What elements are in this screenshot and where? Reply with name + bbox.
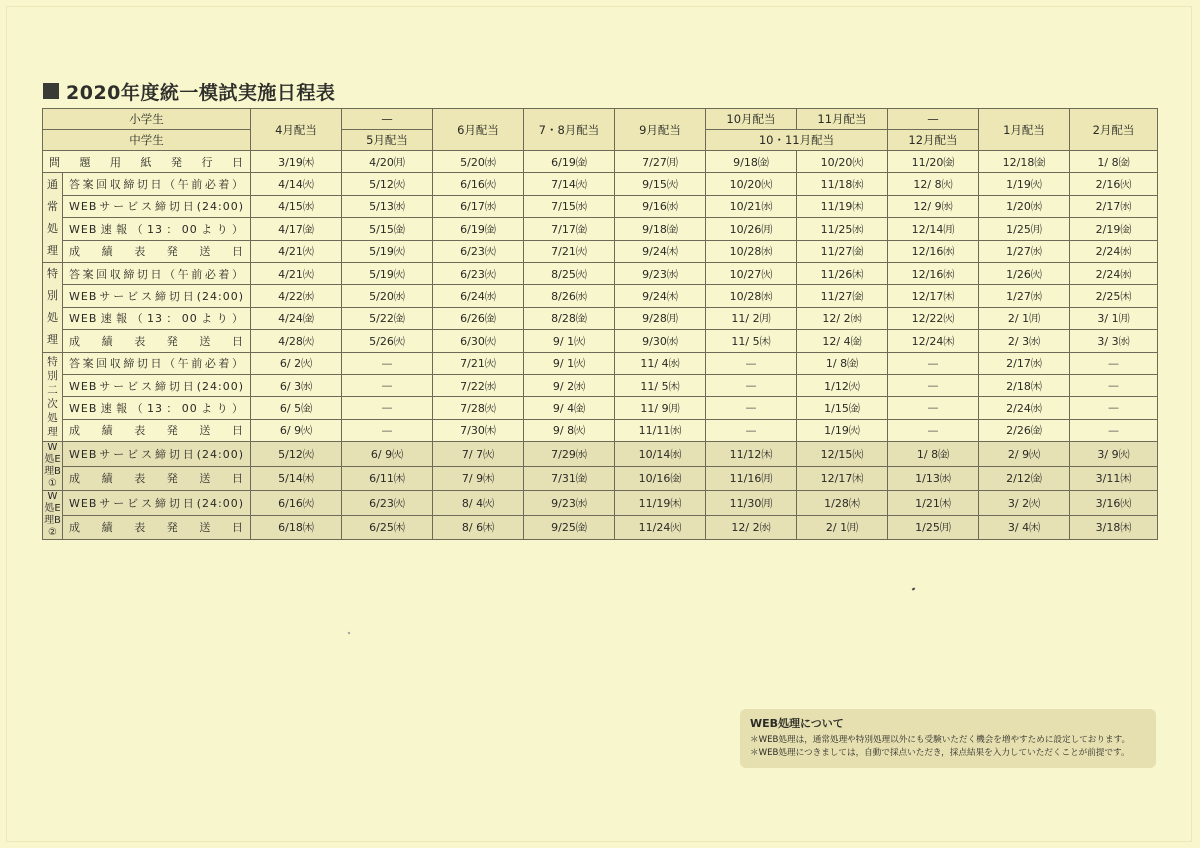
- date-cell: 12/ 4㈮: [797, 330, 888, 352]
- row-label: WEB速報（13：00より）: [63, 307, 251, 329]
- date-cell: 1/27㈬: [979, 285, 1070, 307]
- date-cell: 11/27㈮: [797, 285, 888, 307]
- date-cell: 4/20㈪: [342, 151, 433, 173]
- date-cell: 2/18㈭: [979, 374, 1070, 396]
- table-row: [43, 195, 1158, 217]
- table-row: [43, 419, 1158, 441]
- date-cell: 5/20㈬: [342, 285, 433, 307]
- group-label-normal: [43, 173, 63, 263]
- date-cell: —: [342, 397, 433, 419]
- date-cell: 2/ 1㈪: [797, 515, 888, 540]
- date-cell: 7/22㈬: [433, 374, 524, 396]
- header-oct: 10月配当: [706, 109, 797, 130]
- table-row: [43, 262, 1158, 284]
- date-cell: 2/17㈬: [979, 352, 1070, 374]
- row-label: 成績表発送日: [63, 240, 251, 262]
- table-row: [43, 285, 1158, 307]
- table-row: [43, 151, 1158, 173]
- date-cell: 1/19㈫: [797, 419, 888, 441]
- table-row: [43, 374, 1158, 396]
- date-cell: 2/26㈮: [979, 419, 1070, 441]
- group-char: 通: [47, 177, 58, 191]
- date-cell: 12/17㈭: [797, 466, 888, 491]
- date-cell: 3/18㈭: [1070, 515, 1158, 540]
- row-label: WEBサービス締切日(24:00): [63, 374, 251, 396]
- table-row: [43, 352, 1158, 374]
- header-feb: 2月配当: [1070, 109, 1158, 151]
- table-row: [43, 307, 1158, 329]
- table-row: [43, 173, 1158, 195]
- date-cell: 12/ 8㈫: [888, 173, 979, 195]
- header-jul-aug: 7・8月配当: [524, 109, 615, 151]
- date-cell: 6/26㈮: [433, 307, 524, 329]
- date-cell: 11/16㈪: [706, 466, 797, 491]
- group-char: 別: [47, 289, 58, 303]
- date-cell: 6/18㈭: [251, 515, 342, 540]
- date-cell: 6/ 9㈫: [342, 442, 433, 467]
- group-char: 常: [47, 199, 58, 213]
- date-cell: 11/27㈮: [797, 240, 888, 262]
- page-title: 2020年度統一模試実施日程表: [66, 81, 336, 104]
- header-nov: 11月配当: [797, 109, 888, 130]
- row-label: WEBサービス締切日(24:00): [63, 442, 251, 467]
- date-cell: 11/19㈭: [797, 195, 888, 217]
- date-cell: 9/30㈬: [615, 330, 706, 352]
- date-cell: —: [342, 352, 433, 374]
- note-line-2: ＊WEB処理につきましては，自動で採点いただき，採点結果を入力していただくことが前提です。: [750, 748, 1130, 758]
- date-cell: 12/ 9㈬: [888, 195, 979, 217]
- date-cell: 4/17㈮: [251, 218, 342, 240]
- group-label-special: [43, 262, 63, 352]
- date-cell: 7/14㈫: [524, 173, 615, 195]
- date-cell: —: [1070, 352, 1158, 374]
- date-cell: 10/20㈫: [706, 173, 797, 195]
- row-label: WEB速報（13：00より）: [63, 397, 251, 419]
- date-cell: 12/14㈪: [888, 218, 979, 240]
- date-cell: 10/28㈬: [706, 285, 797, 307]
- date-cell: 9/23㈬: [524, 491, 615, 516]
- date-cell: 6/30㈫: [433, 330, 524, 352]
- date-cell: 3/ 3㈬: [1070, 330, 1158, 352]
- date-cell: 5/14㈭: [251, 466, 342, 491]
- date-cell: 2/24㈬: [979, 397, 1070, 419]
- note-title: WEB処理について: [750, 717, 844, 730]
- date-cell: 2/17㈬: [1070, 195, 1158, 217]
- date-cell: —: [342, 419, 433, 441]
- group-char: 処: [47, 221, 58, 235]
- date-cell: —: [342, 374, 433, 396]
- table-row: [43, 491, 1158, 516]
- header-dec: 12月配当: [888, 130, 979, 151]
- date-cell: —: [706, 419, 797, 441]
- date-cell: 2/ 1㈪: [979, 307, 1070, 329]
- row-label: 答案回収締切日（午前必着）: [63, 173, 251, 195]
- date-cell: 8/ 4㈫: [433, 491, 524, 516]
- table-row: [43, 515, 1158, 540]
- date-cell: 10/20㈫: [797, 151, 888, 173]
- date-cell: 7/21㈫: [433, 352, 524, 374]
- date-cell: 1/27㈬: [979, 240, 1070, 262]
- date-cell: 3/ 4㈭: [979, 515, 1070, 540]
- date-cell: 7/27㈪: [615, 151, 706, 173]
- date-cell: 11/24㈫: [615, 515, 706, 540]
- table-row: [43, 466, 1158, 491]
- date-cell: 10/26㈪: [706, 218, 797, 240]
- date-cell: 6/ 3㈬: [251, 374, 342, 396]
- date-cell: —: [888, 419, 979, 441]
- date-cell: 7/15㈬: [524, 195, 615, 217]
- date-cell: 5/12㈫: [342, 173, 433, 195]
- date-cell: 7/28㈫: [433, 397, 524, 419]
- date-cell: 1/26㈫: [979, 262, 1070, 284]
- date-cell: 10/14㈬: [615, 442, 706, 467]
- date-cell: 12/16㈬: [888, 262, 979, 284]
- group-label-web1: W処E理B①: [44, 442, 61, 490]
- header-row-1: [43, 109, 1158, 130]
- date-cell: 4/21㈫: [251, 240, 342, 262]
- date-cell: 11/ 5㈭: [615, 374, 706, 396]
- date-cell: 7/ 7㈫: [433, 442, 524, 467]
- date-cell: 11/30㈪: [706, 491, 797, 516]
- date-cell: 6/ 5㈮: [251, 397, 342, 419]
- header-oct-nov: 10・11月配当: [706, 130, 888, 151]
- date-cell: —: [706, 352, 797, 374]
- date-cell: 11/25㈬: [797, 218, 888, 240]
- date-cell: 3/ 9㈫: [1070, 442, 1158, 467]
- date-cell: 4/22㈬: [251, 285, 342, 307]
- date-cell: 9/24㈭: [615, 240, 706, 262]
- date-cell: 6/19㈮: [524, 151, 615, 173]
- date-cell: 12/18㈮: [979, 151, 1070, 173]
- date-cell: 7/30㈭: [433, 419, 524, 441]
- date-cell: 12/ 2㈬: [797, 307, 888, 329]
- date-cell: 6/16㈫: [251, 491, 342, 516]
- date-cell: 5/15㈮: [342, 218, 433, 240]
- table-row: [43, 330, 1158, 352]
- row-label: 成績表発送日: [63, 515, 251, 540]
- date-cell: 4/24㈮: [251, 307, 342, 329]
- date-cell: 6/ 2㈫: [251, 352, 342, 374]
- date-cell: 2/ 3㈬: [979, 330, 1070, 352]
- group-char: 理: [47, 243, 58, 257]
- date-cell: 4/28㈫: [251, 330, 342, 352]
- date-cell: 7/ 9㈭: [433, 466, 524, 491]
- date-cell: 9/ 2㈬: [524, 374, 615, 396]
- date-cell: 3/ 2㈫: [979, 491, 1070, 516]
- date-cell: 6/24㈬: [433, 285, 524, 307]
- group-label-web2: W処E理B②: [44, 491, 61, 539]
- table-row: [43, 240, 1158, 262]
- date-cell: 10/27㈫: [706, 262, 797, 284]
- date-cell: 11/26㈭: [797, 262, 888, 284]
- date-cell: 6/23㈫: [433, 262, 524, 284]
- header-apr: 4月配当: [251, 109, 342, 151]
- date-cell: 1/ 8㈮: [1070, 151, 1158, 173]
- title-square-icon: [43, 83, 59, 99]
- date-cell: 9/18㈮: [706, 151, 797, 173]
- date-cell: 1/19㈫: [979, 173, 1070, 195]
- date-cell: 11/12㈭: [706, 442, 797, 467]
- date-cell: 11/20㈮: [888, 151, 979, 173]
- date-cell: 8/26㈬: [524, 285, 615, 307]
- header-sep: 9月配当: [615, 109, 706, 151]
- row-label: WEBサービス締切日(24:00): [63, 195, 251, 217]
- date-cell: 4/21㈫: [251, 262, 342, 284]
- date-cell: 6/25㈭: [342, 515, 433, 540]
- date-cell: 8/ 6㈭: [433, 515, 524, 540]
- date-cell: 9/25㈮: [524, 515, 615, 540]
- date-cell: 9/ 1㈫: [524, 352, 615, 374]
- date-cell: 12/24㈭: [888, 330, 979, 352]
- date-cell: 8/28㈮: [524, 307, 615, 329]
- date-cell: 6/16㈫: [433, 173, 524, 195]
- date-cell: —: [1070, 419, 1158, 441]
- date-cell: 11/ 9㈪: [615, 397, 706, 419]
- date-cell: 5/22㈮: [342, 307, 433, 329]
- date-cell: —: [888, 374, 979, 396]
- date-cell: 3/16㈫: [1070, 491, 1158, 516]
- date-cell: 7/17㈮: [524, 218, 615, 240]
- date-cell: 1/28㈭: [797, 491, 888, 516]
- date-cell: 3/11㈭: [1070, 466, 1158, 491]
- date-cell: 2/24㈬: [1070, 262, 1158, 284]
- date-cell: 9/28㈪: [615, 307, 706, 329]
- title-block: [43, 78, 335, 104]
- date-cell: 12/15㈫: [797, 442, 888, 467]
- row-label: 答案回収締切日（午前必着）: [63, 262, 251, 284]
- date-cell: 2/ 9㈫: [979, 442, 1070, 467]
- date-cell: 9/24㈭: [615, 285, 706, 307]
- date-cell: 9/ 8㈫: [524, 419, 615, 441]
- header-dash-may: —: [342, 109, 433, 130]
- table-row: [43, 397, 1158, 419]
- date-cell: 8/25㈫: [524, 262, 615, 284]
- date-cell: 11/ 5㈭: [706, 330, 797, 352]
- date-cell: 2/12㈮: [979, 466, 1070, 491]
- date-cell: 11/ 2㈪: [706, 307, 797, 329]
- scan-speck: [348, 632, 351, 635]
- table-row: [43, 218, 1158, 240]
- date-cell: 1/25㈪: [888, 515, 979, 540]
- date-cell: 9/15㈫: [615, 173, 706, 195]
- date-cell: 4/14㈫: [251, 173, 342, 195]
- date-cell: 11/19㈭: [615, 491, 706, 516]
- date-cell: 2/16㈫: [1070, 173, 1158, 195]
- date-cell: 12/16㈬: [888, 240, 979, 262]
- date-cell: 5/19㈫: [342, 240, 433, 262]
- header-dash-dec: —: [888, 109, 979, 130]
- date-cell: 2/19㈮: [1070, 218, 1158, 240]
- header-junior-high: 中学生: [43, 130, 251, 151]
- date-cell: 9/ 1㈫: [524, 330, 615, 352]
- date-cell: 1/25㈪: [979, 218, 1070, 240]
- date-cell: 6/19㈮: [433, 218, 524, 240]
- date-cell: 7/31㈮: [524, 466, 615, 491]
- date-cell: 5/26㈫: [342, 330, 433, 352]
- note-line-1: ＊WEB処理は，通常処理や特別処理以外にも受験いただく機会を増やすために設定しております。: [750, 735, 1131, 745]
- date-cell: 3/19㈭: [251, 151, 342, 173]
- header-may: 5月配当: [342, 130, 433, 151]
- date-cell: 9/18㈮: [615, 218, 706, 240]
- date-cell: 1/12㈫: [797, 374, 888, 396]
- row-label: 答案回収締切日（午前必着）: [63, 352, 251, 374]
- date-cell: 2/24㈬: [1070, 240, 1158, 262]
- date-cell: 1/13㈬: [888, 466, 979, 491]
- group-char: 処: [47, 311, 58, 325]
- group-label-special-secondary: 特別二次処理: [43, 352, 63, 442]
- date-cell: 6/23㈫: [342, 491, 433, 516]
- date-cell: 5/12㈫: [251, 442, 342, 467]
- web-note-box: [740, 709, 1156, 768]
- date-cell: 5/20㈬: [433, 151, 524, 173]
- date-cell: —: [1070, 397, 1158, 419]
- date-cell: —: [888, 352, 979, 374]
- date-cell: 6/ 9㈫: [251, 419, 342, 441]
- date-cell: 2/25㈭: [1070, 285, 1158, 307]
- date-cell: 1/ 8㈮: [797, 352, 888, 374]
- date-cell: —: [706, 397, 797, 419]
- row-label: WEB速報（13：00より）: [63, 218, 251, 240]
- date-cell: 6/17㈬: [433, 195, 524, 217]
- date-cell: 4/15㈬: [251, 195, 342, 217]
- date-cell: 12/17㈭: [888, 285, 979, 307]
- date-cell: 11/ 4㈬: [615, 352, 706, 374]
- row-label: 成績表発送日: [63, 466, 251, 491]
- date-cell: 10/21㈬: [706, 195, 797, 217]
- date-cell: 9/ 4㈮: [524, 397, 615, 419]
- date-cell: 10/28㈬: [706, 240, 797, 262]
- date-cell: 5/13㈬: [342, 195, 433, 217]
- date-cell: 3/ 1㈪: [1070, 307, 1158, 329]
- scan-speck: [912, 587, 916, 590]
- date-cell: 11/18㈬: [797, 173, 888, 195]
- date-cell: 6/11㈭: [342, 466, 433, 491]
- date-cell: 1/ 8㈮: [888, 442, 979, 467]
- date-cell: 11/11㈬: [615, 419, 706, 441]
- date-cell: 9/16㈬: [615, 195, 706, 217]
- schedule-table: [42, 108, 1158, 540]
- row-label: 問題用紙発行日: [43, 151, 251, 173]
- date-cell: 1/21㈭: [888, 491, 979, 516]
- date-cell: 7/29㈬: [524, 442, 615, 467]
- row-label: 成績表発送日: [63, 330, 251, 352]
- date-cell: 1/20㈬: [979, 195, 1070, 217]
- date-cell: 9/23㈬: [615, 262, 706, 284]
- date-cell: —: [706, 374, 797, 396]
- date-cell: 12/22㈫: [888, 307, 979, 329]
- header-jan: 1月配当: [979, 109, 1070, 151]
- group-char: 理: [47, 333, 58, 347]
- date-cell: —: [888, 397, 979, 419]
- row-label: WEBサービス締切日(24:00): [63, 285, 251, 307]
- header-jun: 6月配当: [433, 109, 524, 151]
- header-elementary: 小学生: [43, 109, 251, 130]
- group-char: 特: [47, 267, 58, 281]
- date-cell: 10/16㈮: [615, 466, 706, 491]
- date-cell: 12/ 2㈬: [706, 515, 797, 540]
- date-cell: —: [1070, 374, 1158, 396]
- row-label: WEBサービス締切日(24:00): [63, 491, 251, 516]
- row-label: 成績表発送日: [63, 419, 251, 441]
- date-cell: 5/19㈫: [342, 262, 433, 284]
- date-cell: 1/15㈮: [797, 397, 888, 419]
- date-cell: 7/21㈫: [524, 240, 615, 262]
- date-cell: 6/23㈫: [433, 240, 524, 262]
- table-row: [43, 442, 1158, 467]
